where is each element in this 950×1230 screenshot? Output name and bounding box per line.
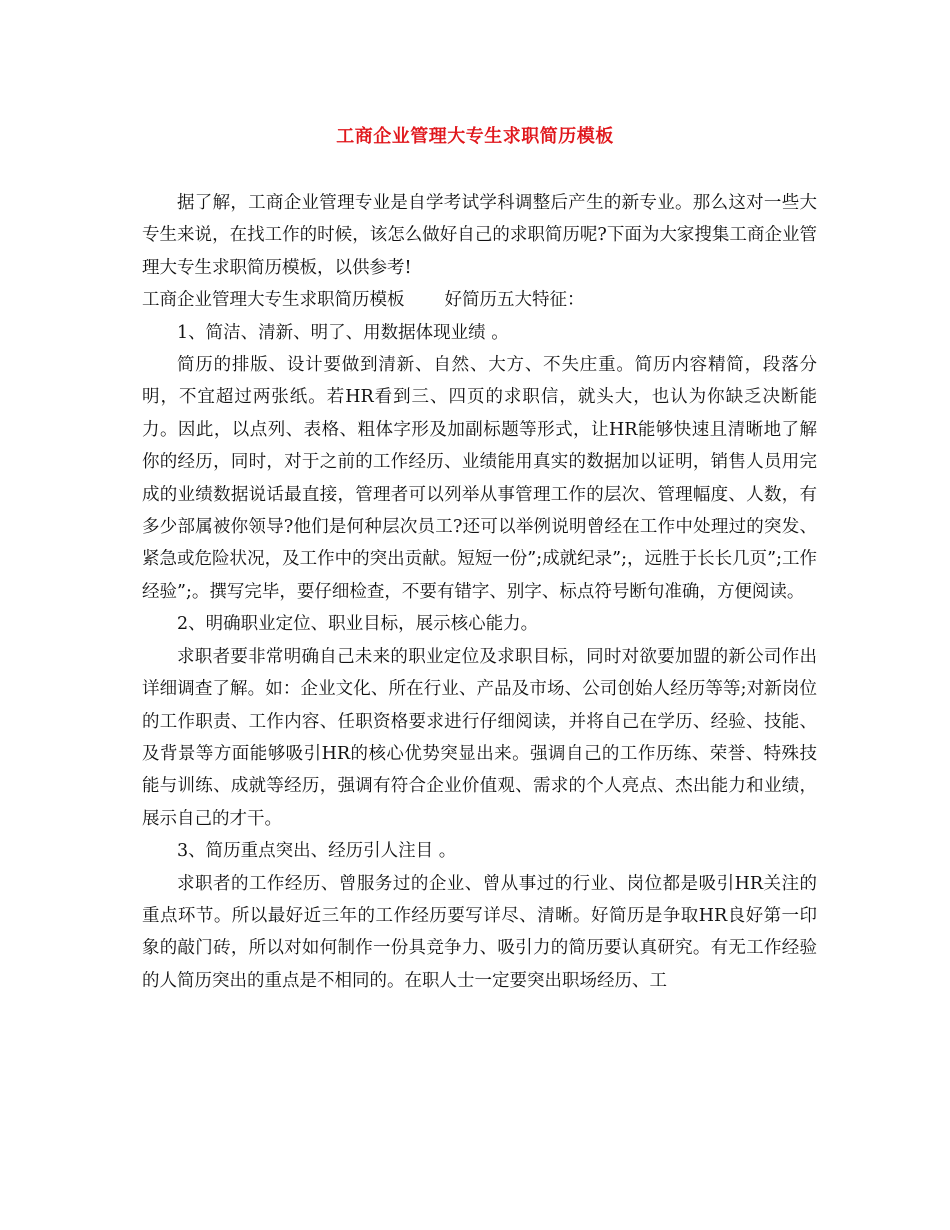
section-3-heading: 3、简历重点突出、经历引人注目 。 — [177, 841, 457, 862]
section-2-body: 求职者要非常明确自己未来的职业定位及求职目标，同时对欲要加盟的新公司作出详细调查了解。如：企业文化、所在行业、产品及市场、公司创始人经历等等;对新岗位的工作职责、工作内容、任职资格要求进行仔细阅读，并将自己在学历、经验、技能、及背景等方面能够吸引HR的核心优势突显出来。强调自己的工作历练、荣誉、特殊技能与训练、成就等经历，强调有符合企业价值观、需求的个人亮点、杰出能力和业绩，展示自己的才干。 — [142, 646, 817, 829]
subheading-left: 工商企业管理大专生求职简历模板 — [142, 290, 405, 311]
subheading-line — [142, 284, 817, 316]
intro-paragraph: 据了解，工商企业管理专业是自学考试学科调整后产生的新专业。那么这对一些大专生来说，在找工作的时候，该怎么做好自己的求职简历呢?下面为大家搜集工商企业管理大专生求职简历模板，以供参考! — [142, 193, 817, 278]
document-body — [142, 187, 817, 997]
section-2-heading: 2、明确职业定位、职业目标，展示核心能力。 — [177, 614, 539, 635]
section-1-heading: 1、简洁、清新、明了、用数据体现业绩 。 — [177, 322, 509, 343]
document-title: 工商企业管理大专生求职简历模板 — [336, 126, 614, 147]
section-3-body: 求职者的工作经历、曾服务过的企业、曾从事过的行业、岗位都是吸引HR关注的重点环节。所以最好近三年的工作经历要写详尽、清晰。好简历是争取HR良好第一印象的敲门砖，所以对如何制作一份具竞争力、吸引力的简历要认真研究。有无工作经验的人简历突出的重点是不相同的。在职人士一定要突出职场经历、工 — [142, 873, 817, 991]
section-1-body: 简历的排版、设计要做到清新、自然、大方、不失庄重。简历内容精简，段落分明，不宜超过两张纸。若HR看到三、四页的求职信，就头大，也认为你缺乏决断能力。因此，以点列、表格、粗体字形及加副标题等形式，让HR能够快速且清晰地了解你的经历，同时，对于之前的工作经历、业绩能用真实的数据加以证明，销售人员用完成的业绩数据说话最直接，管理者可以列举从事管理工作的层次、管理幅度、人数，有多少部属被你领导?他们是何种层次员工?还可以举例说明曾经在工作中处理过的突发、紧急或危险状况，及工作中的突出贡献。短短一份”;成就纪录”;，远胜于长长几页”;工作经验”;。撰写完毕，要仔细检查，不要有错字、别字、标点符号断句准确，方便阅读。 — [142, 355, 817, 602]
subheading-right: 好简历五大特征： — [444, 290, 585, 311]
